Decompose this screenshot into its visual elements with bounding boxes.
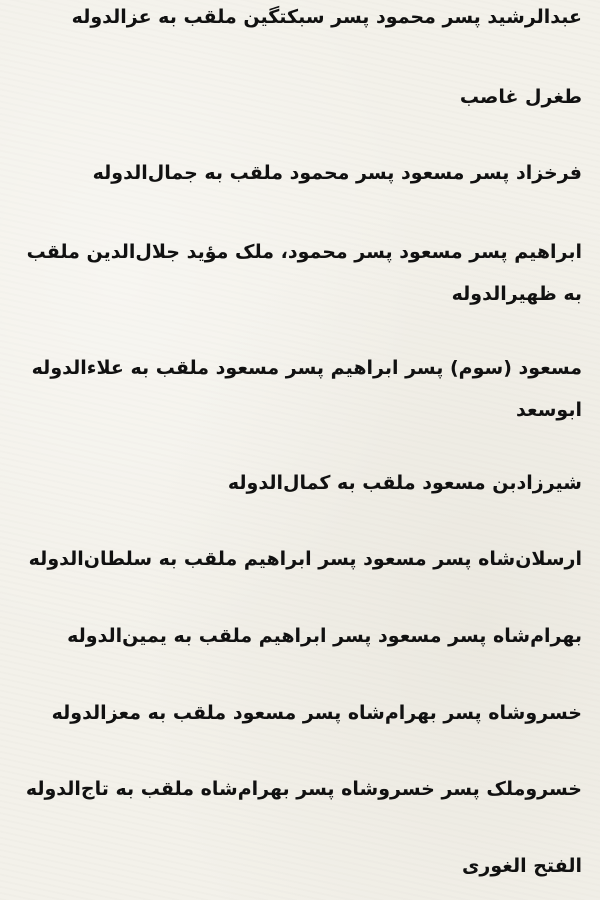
list-item: مسعود (سوم) پسر ابراهیم پسر مسعود ملقب به علاءالدوله ابوسعد (31, 357, 582, 421)
list-item: طغرل غاصب (459, 86, 582, 108)
list-item: ارسلان‌شاه پسر مسعود پسر ابراهیم ملقب به سلطان‌الدوله (28, 548, 582, 570)
list-item: خسروشاه پسر بهرام‌شاه پسر مسعود ملقب به معزالدوله (51, 702, 582, 724)
list-item: عبدالرشید پسر محمود پسر سبکتگین ملقب به عزالدوله (71, 6, 582, 28)
list-item: بهرام‌شاه پسر مسعود پسر ابراهیم ملقب به یمین‌الدوله (67, 625, 582, 647)
list-item: خسروملک پسر خسروشاه پسر بهرام‌شاه ملقب به تاج‌الدوله (25, 778, 582, 800)
list-item: ابراهیم پسر مسعود پسر محمود، ملک مؤید جلال‌الدین ملقب به ظهیرالدوله (26, 241, 582, 305)
list-item: الفتح الغوری (461, 855, 582, 877)
list-item: فرخزاد پسر مسعود پسر محمود ملقب به جمال‌الدوله (92, 162, 582, 184)
list-item: شیرزادبن مسعود ملقب به کمال‌الدوله (227, 472, 582, 494)
